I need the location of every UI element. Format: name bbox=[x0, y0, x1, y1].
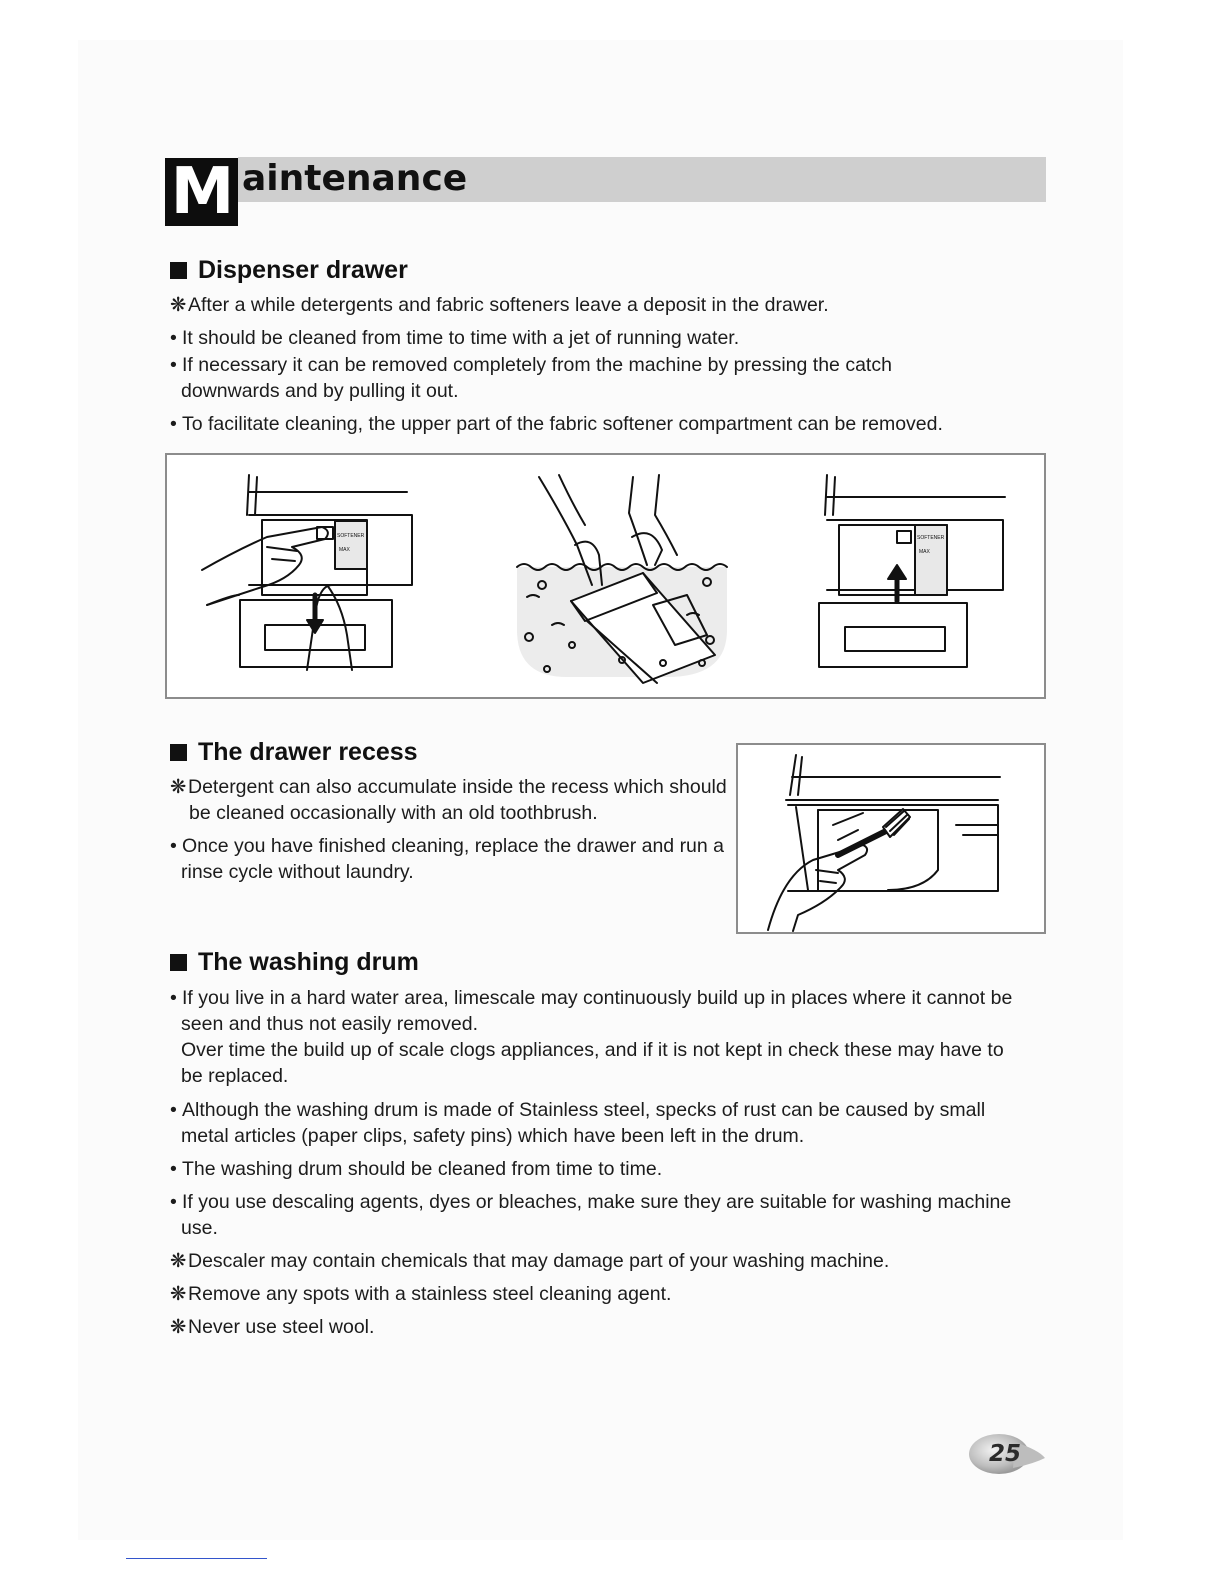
drum-bullet-1-l3: Over time the build up of scale clogs appliances, and if it is not kept in check these may have to bbox=[181, 1039, 1004, 1061]
note-mark-icon: ❋ bbox=[170, 776, 187, 798]
heading-washing-drum bbox=[170, 948, 419, 977]
page-title: aintenance bbox=[242, 158, 468, 199]
max-label-2: MAX bbox=[919, 549, 930, 555]
drum-bullet-4: • If you use descaling agents, dyes or bleaches, make sure they are suitable for washing machine bbox=[170, 1191, 1012, 1213]
press-catch-illustration bbox=[202, 475, 412, 670]
heading-drawer-recess bbox=[170, 738, 418, 767]
recess-note: ❋Detergent can also accumulate inside the recess which should bbox=[170, 776, 727, 798]
drum-note-3: ❋Never use steel wool. bbox=[170, 1316, 375, 1338]
softener-part-illustration bbox=[819, 475, 1005, 667]
heading-text: The drawer recess bbox=[198, 738, 418, 766]
recess-bullet-1-cont: rinse cycle without laundry. bbox=[181, 861, 414, 883]
note-mark-icon: ❋ bbox=[170, 1316, 187, 1338]
drum-bullet-4-l2: use. bbox=[181, 1217, 218, 1239]
note-mark-icon: ❋ bbox=[170, 1250, 187, 1272]
dispenser-bullet-3: • To facilitate cleaning, the upper part of the fabric softener compartment can be removed. bbox=[170, 413, 943, 435]
drum-note-1: ❋Descaler may contain chemicals that may damage part of your washing machine. bbox=[170, 1250, 890, 1272]
drum-bullet-1: • If you live in a hard water area, limescale may continuously build up in places where it cannot be bbox=[170, 987, 1013, 1009]
note-mark-icon: ❋ bbox=[170, 1283, 187, 1305]
heading-square-icon bbox=[170, 954, 187, 971]
heading-dispenser-drawer bbox=[170, 256, 408, 285]
drum-bullet-2-l2: metal articles (paper clips, safety pins) which have been left in the drum. bbox=[181, 1125, 805, 1147]
recess-illustration-frame bbox=[736, 743, 1046, 934]
dispenser-illustrations bbox=[167, 455, 1044, 697]
drum-bullet-1-l4: be replaced. bbox=[181, 1065, 289, 1087]
max-label-1: MAX bbox=[339, 547, 350, 553]
drum-bullet-2: • Although the washing drum is made of Stainless steel, specks of rust can be caused by small bbox=[170, 1099, 986, 1121]
page-number: 25 bbox=[988, 1441, 1021, 1467]
dispenser-bullet-2: • If necessary it can be removed completely from the machine by pressing the catch bbox=[170, 354, 892, 376]
heading-square-icon bbox=[170, 262, 187, 279]
bottom-rule bbox=[126, 1558, 267, 1559]
title-initial: M bbox=[165, 158, 238, 226]
recess-note-cont: be cleaned occasionally with an old toothbrush. bbox=[189, 802, 598, 824]
softener-label-2: SOFTENER bbox=[917, 535, 945, 541]
dispenser-bullet-2-cont: downwards and by pulling it out. bbox=[181, 380, 459, 402]
drum-note-2: ❋Remove any spots with a stainless steel cleaning agent. bbox=[170, 1283, 672, 1305]
dispenser-bullet-1: • It should be cleaned from time to time with a jet of running water. bbox=[170, 327, 740, 349]
softener-label-1: SOFTENER bbox=[337, 533, 365, 539]
heading-text: Dispenser drawer bbox=[198, 256, 408, 284]
dispenser-note: ❋After a while detergents and fabric softeners leave a deposit in the drawer. bbox=[170, 294, 829, 316]
heading-square-icon bbox=[170, 744, 187, 761]
recess-bullet-1: • Once you have finished cleaning, replace the drawer and run a bbox=[170, 835, 725, 857]
note-mark-icon: ❋ bbox=[170, 294, 187, 316]
heading-text: The washing drum bbox=[198, 948, 419, 976]
rinse-drawer-illustration bbox=[517, 475, 727, 683]
toothbrush-illustration bbox=[738, 745, 1044, 932]
drum-bullet-1-l2: seen and thus not easily removed. bbox=[181, 1013, 479, 1035]
drum-bullet-3: • The washing drum should be cleaned from time to time. bbox=[170, 1158, 663, 1180]
dispenser-illustration-frame bbox=[165, 453, 1046, 699]
